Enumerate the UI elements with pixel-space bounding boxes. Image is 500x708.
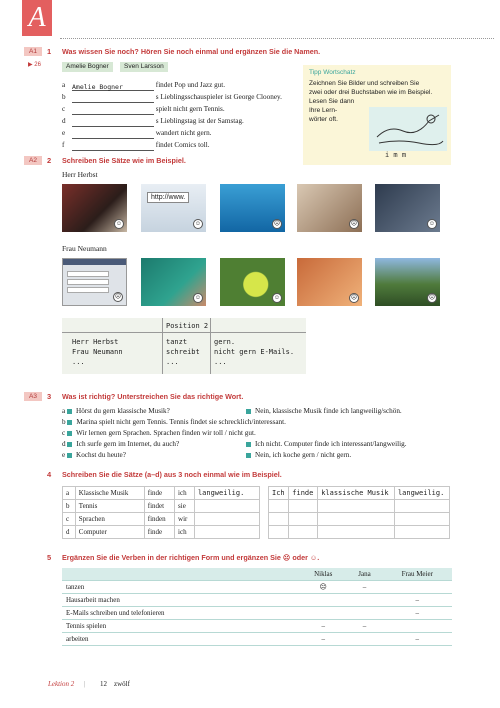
answer-field[interactable] — [72, 118, 154, 127]
photo-swimming — [220, 184, 285, 232]
answer-option[interactable]: Ich nicht. Computer finde ich interessant/langweilig. — [246, 439, 407, 449]
exercise-title-3: Was ist richtig? Unterstreichen Sie das richtige Wort. — [62, 392, 244, 401]
table-row: tanzen ☹ – — [62, 581, 452, 594]
tip-body: Zeichnen Sie Bilder und schreiben Sie zwei oder drei Buchstaben wie im Beispiel. Lesen Sie dann Ihre Lern- wörter oft. — [309, 80, 433, 123]
answer-field[interactable] — [72, 142, 154, 151]
photo-dancing — [62, 184, 127, 232]
smiley-icon: ☺ — [194, 221, 202, 227]
list-item: b s Lieblingsschauspieler ist George Clooney. — [62, 93, 282, 101]
table-row: Ich finde klassische Musik langweilig. — [269, 487, 450, 500]
exercise-number-2: 2 — [47, 156, 52, 165]
table-row — [269, 526, 450, 539]
answer-field[interactable] — [72, 106, 154, 115]
answer-field[interactable] — [72, 94, 154, 103]
table-row: d Computer finde ich — [63, 526, 260, 539]
table-row: Hausarbeit machen – — [62, 594, 452, 607]
smiley-icon: ☹ — [273, 221, 281, 227]
smiley-icon: ☹ — [114, 294, 122, 300]
list-item: a Amelie Bogner findet Pop und Jazz gut. — [62, 81, 226, 91]
smiley-icon: ☺ — [273, 295, 281, 301]
exercise-number-5: 5 — [47, 553, 52, 562]
table-row: E-Mails schreiben und telefonieren – — [62, 607, 452, 620]
verb-table — [62, 568, 452, 646]
smiley-icon: ☺ — [194, 295, 202, 301]
table-row: b Tennis findet sie — [63, 500, 260, 513]
name-box: Sven Larsson — [120, 62, 168, 72]
person-label: Herr Herbst — [62, 170, 98, 179]
table-row — [269, 500, 450, 513]
exercise-label-a2: A2 — [24, 156, 42, 165]
photo-hiking — [375, 258, 440, 306]
photo-laundry — [297, 258, 362, 306]
lesson-label: Lektion 2 — [48, 680, 75, 688]
exercise-title-1: Was wissen Sie noch? Hören Sie noch einmal und ergänzen Sie die Namen. — [62, 47, 321, 56]
tip-title: Tipp Wortschatz — [309, 69, 356, 76]
tip-note: i m m — [385, 151, 407, 159]
unit-tab: A — [22, 0, 52, 36]
table-row — [269, 513, 450, 526]
smiley-icon: ☹ — [350, 221, 358, 227]
list-item: e wandert nicht gern. — [62, 129, 212, 137]
exercise-number-4: 4 — [47, 470, 52, 479]
swimmer-drawing — [369, 107, 447, 151]
header-divider — [60, 38, 494, 39]
sentence-table-right — [268, 486, 450, 539]
smiley-icon: ☺ — [428, 221, 436, 227]
list-item: d s Lieblingstag ist der Samstag. — [62, 117, 244, 125]
audio-track[interactable]: ▶ 26 — [28, 62, 41, 68]
person-label: Frau Neumann — [62, 244, 107, 253]
photo-cooking — [375, 184, 440, 232]
answer-option[interactable]: Nein, ich koche gern / nicht gern. — [246, 450, 351, 460]
photo-telephoning — [141, 258, 206, 306]
photo-email-window — [62, 258, 127, 306]
answer-option[interactable]: Nein, klassische Musik finde ich langweilig/schön. — [246, 406, 402, 416]
list-item: e Kochst du heute? — [62, 451, 126, 459]
smiley-icon: ☹ — [428, 295, 436, 301]
table-row: c Sprachen finden wir — [63, 513, 260, 526]
photo-tennis — [220, 258, 285, 306]
name-box: Amelie Bogner — [62, 62, 113, 72]
exercise-number-3: 3 — [47, 392, 52, 401]
page-number: 12 — [100, 680, 107, 688]
smiley-icon: ☺ — [115, 221, 123, 227]
exercise-number-1: 1 — [47, 47, 52, 56]
table-row: Tennis spielen – – — [62, 620, 452, 633]
sentence-grid: Position 2 Herr Herbst tanzt gern. Frau Neumann schreibt nicht gern E-Mails. ... ... ... — [62, 318, 306, 374]
sentence-table-left — [62, 486, 260, 539]
answer-field[interactable] — [72, 130, 154, 139]
tip-box — [303, 65, 451, 165]
exercise-label-a1: A1 — [24, 47, 42, 56]
answer-field[interactable] — [194, 500, 259, 513]
photo-ironing — [297, 184, 362, 232]
exercise-label-a3: A3 — [24, 392, 42, 401]
table-header: Niklas Jana Frau Meier — [62, 568, 452, 581]
exercise-title-2: Schreiben Sie Sätze wie im Beispiel. — [62, 156, 186, 165]
table-row: a Klassische Musik finde ich langweilig. — [63, 487, 260, 500]
photo-browser: http://www. ☺ — [141, 184, 206, 232]
footer-divider: | — [84, 680, 86, 688]
list-item[interactable]: b Marina spielt nicht gern Tennis. Tennis findet sie schrecklich/interessant. — [62, 418, 286, 426]
answer-field[interactable]: Amelie Bogner — [72, 83, 123, 91]
answer-field[interactable] — [194, 526, 259, 539]
list-item[interactable]: c Wir lernen gern Sprachen. Sprachen finden wir toll / nicht gut. — [62, 429, 256, 437]
page-word: zwölf — [114, 680, 130, 688]
list-item: c spielt nicht gern Tennis. — [62, 105, 225, 113]
list-item: f findet Comics toll. — [62, 141, 210, 149]
list-item: d Ich surfe gern im Internet, du auch? — [62, 440, 180, 448]
exercise-title-5: Ergänzen Sie die Verben in der richtigen Form und ergänzen Sie ☹ oder ☺. — [62, 553, 320, 562]
table-row: arbeiten – – — [62, 633, 452, 646]
list-item: a Hörst du gern klassische Musik? — [62, 407, 170, 415]
exercise-title-4: Schreiben Sie die Sätze (a–d) aus 3 noch einmal wie im Beispiel. — [62, 470, 282, 479]
smiley-icon: ☹ — [350, 295, 358, 301]
answer-field[interactable] — [194, 513, 259, 526]
